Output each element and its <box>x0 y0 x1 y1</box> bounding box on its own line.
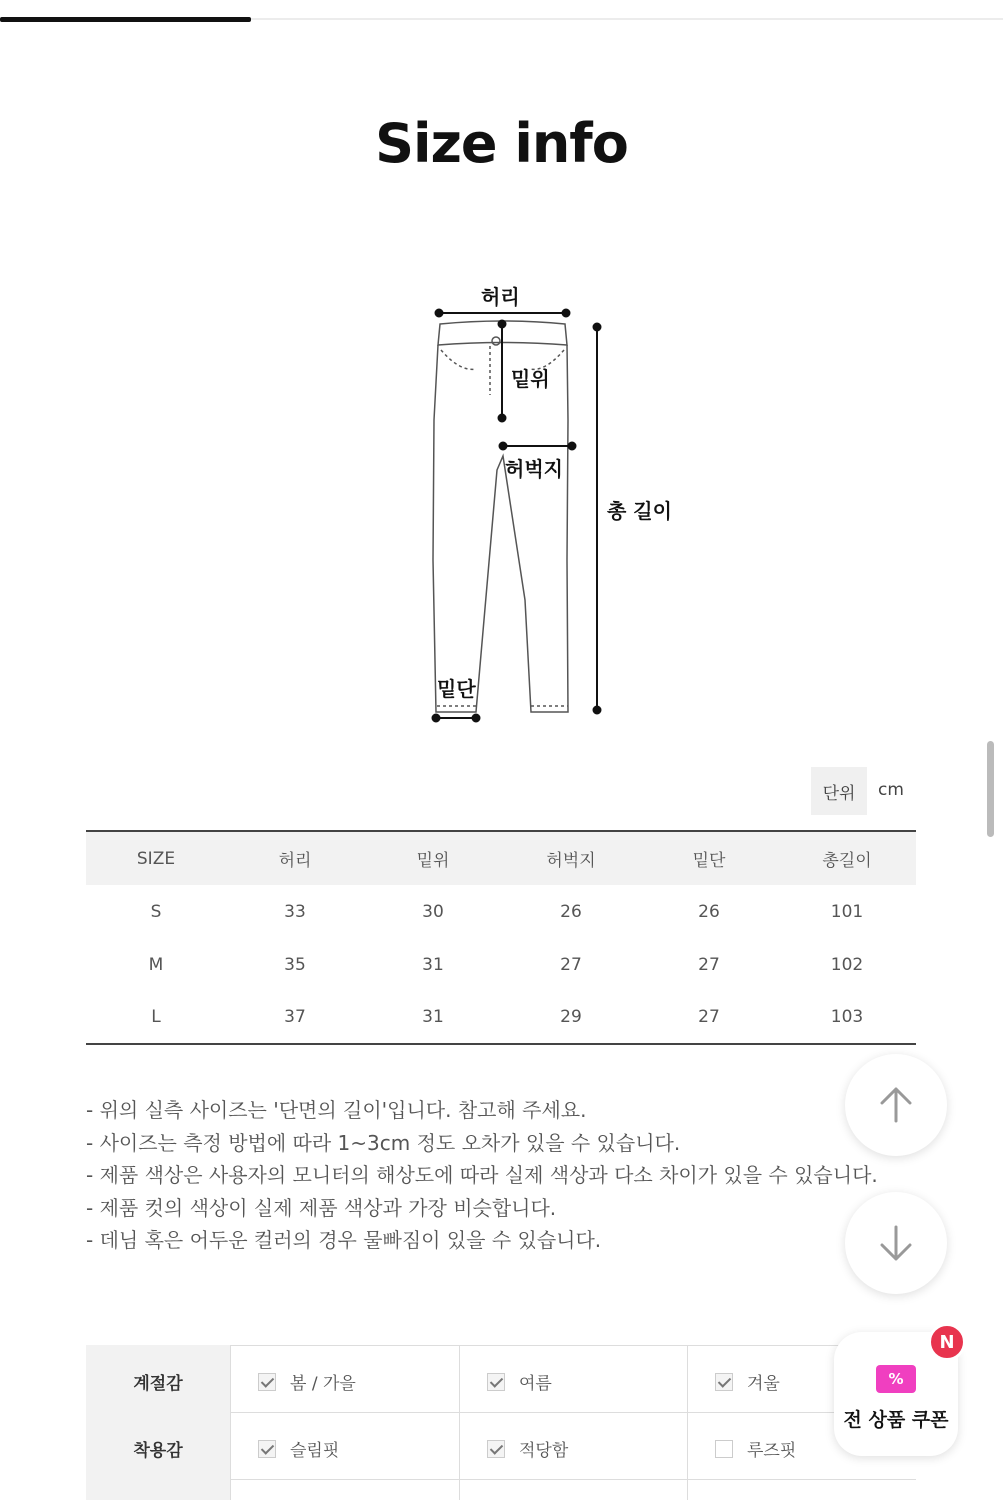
checkbox-checked-icon <box>487 1440 505 1458</box>
option-summer[interactable] <box>487 1369 552 1394</box>
unit-label: 단위 <box>811 767 867 815</box>
cell-size: L <box>151 1007 161 1027</box>
table-row <box>86 938 916 991</box>
checkbox-unchecked-icon <box>715 1440 733 1458</box>
unit-value: cm <box>878 780 904 800</box>
header-hem: 밑단 <box>640 831 778 885</box>
fit-col-divider <box>459 1345 460 1500</box>
fit-col-divider <box>230 1345 231 1500</box>
coupon-label: 전 상품 쿠폰 <box>843 1409 949 1431</box>
option-label: 봄 / 가을 <box>290 1374 356 1394</box>
table-row <box>86 991 916 1044</box>
checkbox-checked-icon <box>715 1373 733 1391</box>
scroll-down-button[interactable] <box>845 1192 947 1294</box>
fit-label: 착용감 <box>133 1441 183 1461</box>
note-item: - 사이즈는 측정 방법에 따라 1~3cm 정도 오차가 있을 수 있습니다. <box>86 1130 681 1155</box>
hem-label: 밑단 <box>437 677 476 701</box>
season-label: 계절감 <box>133 1374 183 1394</box>
size-table-header-row <box>86 831 916 885</box>
rise-label: 밑위 <box>511 367 550 391</box>
cell-rise: 31 <box>422 1007 444 1027</box>
cell-rise: 30 <box>422 901 444 922</box>
note-item: - 데님 혹은 어두운 컬러의 경우 물빠짐이 있을 수 있습니다. <box>86 1228 602 1252</box>
checkbox-checked-icon <box>258 1440 276 1458</box>
option-label: 슬림핏 <box>290 1441 340 1461</box>
header-total-length: 총길이 <box>778 831 916 885</box>
option-winter[interactable] <box>715 1369 780 1394</box>
cell-size: S <box>150 901 162 922</box>
cell-total-length: 103 <box>830 1007 864 1027</box>
header-waist: 허리 <box>226 831 364 885</box>
cell-hem: 26 <box>698 901 720 922</box>
total-length-label: 총 길이 <box>607 499 672 523</box>
waist-label: 허리 <box>481 285 520 309</box>
arrow-up-icon <box>876 1085 916 1125</box>
fit-col-divider <box>687 1345 688 1500</box>
page-title: Size info <box>375 112 628 175</box>
cell-hem: 27 <box>698 954 720 975</box>
checkbox-checked-icon <box>487 1373 505 1391</box>
table-row <box>86 885 916 938</box>
coupon-ticket-icon: % <box>876 1365 916 1393</box>
fit-row-divider <box>230 1412 916 1413</box>
cell-size: M <box>148 954 164 975</box>
size-table <box>86 830 916 1045</box>
header-rise: 밑위 <box>364 831 502 885</box>
cell-rise: 31 <box>422 954 444 975</box>
option-label: 겨울 <box>747 1374 780 1394</box>
cell-total-length: 102 <box>830 954 864 975</box>
cell-hem: 27 <box>698 1007 720 1027</box>
new-badge: N <box>928 1323 966 1361</box>
checkbox-checked-icon <box>258 1373 276 1391</box>
thigh-label: 허벅지 <box>505 457 563 481</box>
cell-thigh: 26 <box>560 901 582 922</box>
cell-waist: 35 <box>284 954 306 975</box>
scrollbar[interactable] <box>987 741 994 837</box>
cell-thigh: 27 <box>560 954 582 975</box>
option-label: 여름 <box>519 1374 552 1394</box>
header-size: SIZE <box>86 831 226 885</box>
note-item: - 제품 컷의 색상이 실제 제품 색상과 가장 비슷합니다. <box>86 1195 557 1220</box>
scroll-up-button[interactable] <box>845 1054 947 1156</box>
option-loose-fit[interactable] <box>715 1436 796 1461</box>
cell-waist: 33 <box>284 901 306 922</box>
note-item: - 위의 실측 사이즈는 '단면의 길이'입니다. 참고해 주세요. <box>86 1098 587 1122</box>
fit-row-divider <box>230 1479 916 1480</box>
arrow-down-icon <box>876 1223 916 1263</box>
note-item: - 제품 색상은 사용자의 모니터의 해상도에 따라 실제 색상과 다소 차이가 있을 수 있습니다. <box>86 1163 878 1187</box>
option-slim-fit[interactable] <box>258 1436 339 1461</box>
fit-table <box>86 1345 916 1500</box>
header-thigh: 허벅지 <box>502 831 640 885</box>
size-notes <box>86 1094 916 1257</box>
cell-waist: 37 <box>284 1007 306 1027</box>
cell-thigh: 29 <box>560 1007 582 1027</box>
option-label: 루즈핏 <box>747 1441 797 1461</box>
option-label: 적당함 <box>519 1441 569 1461</box>
cell-total-length: 101 <box>830 901 864 922</box>
option-spring-fall[interactable] <box>258 1369 356 1394</box>
option-regular-fit[interactable] <box>487 1436 568 1461</box>
